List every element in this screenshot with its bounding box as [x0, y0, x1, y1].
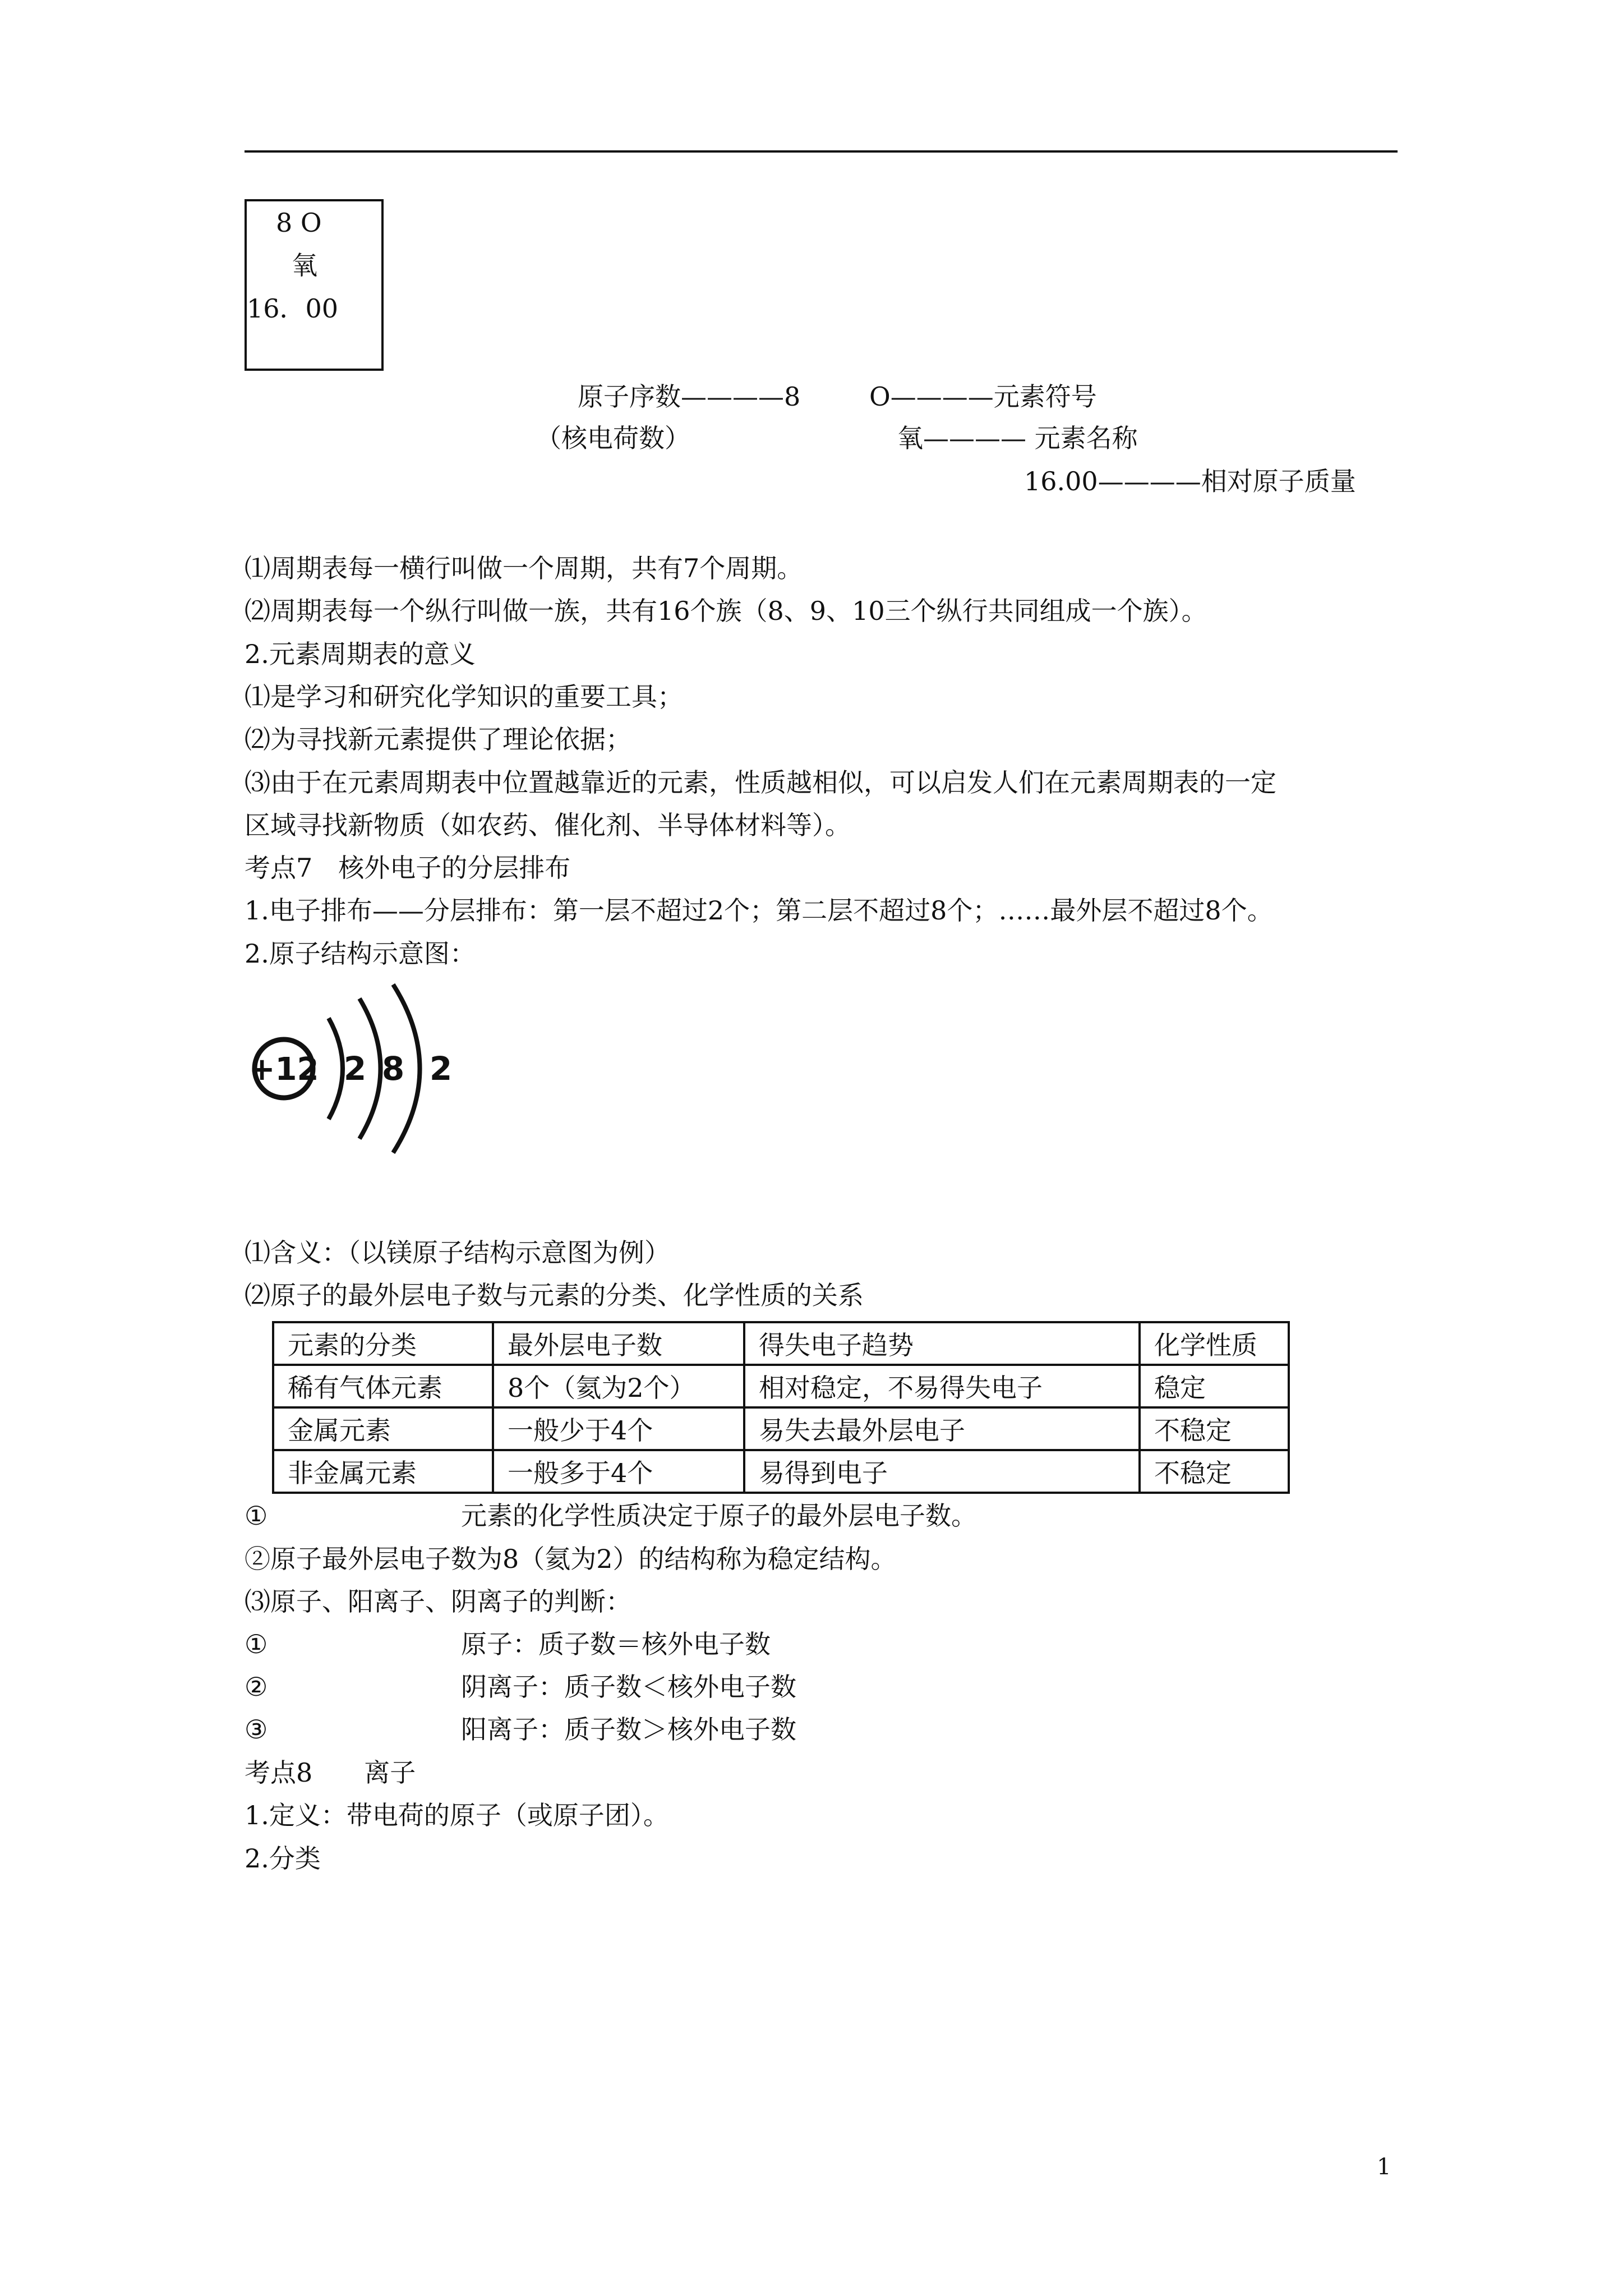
element-card-number-symbol: 8 O — [276, 208, 322, 238]
list-marker: ② — [245, 1672, 268, 1702]
nucleus-charge: +12 — [248, 1051, 319, 1088]
text-line: ⑵为寻找新元素提供了理论依据； — [245, 724, 631, 754]
table-row — [273, 1407, 1289, 1450]
element-classification-table — [272, 1321, 1290, 1494]
table-header-cell: 化学性质 — [1140, 1322, 1289, 1365]
text-line: 元素的化学性质决定于原子的最外层电子数。 — [461, 1501, 977, 1531]
table-cell: 相对稳定，不易得失电子 — [744, 1365, 1140, 1407]
text-line: ⑵周期表每一个纵行叫做一族，共有16个族（8、9、10三个纵行共同组成一个族）。 — [245, 596, 1207, 626]
text-line: 2.原子结构示意图： — [245, 938, 476, 969]
section-heading: 考点8 离子 — [245, 1757, 416, 1788]
table-cell: 稀有气体元素 — [273, 1365, 493, 1407]
text-line: ⑴周期表每一横行叫做一个周期，共有7个周期。 — [245, 553, 803, 583]
table-header-row — [273, 1322, 1289, 1365]
table-header-cell: 最外层电子数 — [493, 1322, 744, 1365]
list-marker: ③ — [245, 1714, 268, 1745]
table-cell: 易得到电子 — [744, 1450, 1140, 1493]
table-cell: 非金属元素 — [273, 1450, 493, 1493]
shell-2-electrons: 8 — [381, 1050, 405, 1088]
shell-1-electrons: 2 — [343, 1050, 367, 1088]
table-cell: 不稳定 — [1140, 1407, 1289, 1450]
table-row — [273, 1365, 1289, 1407]
section-heading: 考点7 核外电子的分层排布 — [245, 853, 571, 883]
element-card-name: 氧 — [292, 250, 317, 280]
text-line: 1.定义：带电荷的原子（或原子团）。 — [245, 1800, 669, 1830]
text-line: 2.分类 — [245, 1843, 321, 1874]
section-heading: 2.元素周期表的意义 — [245, 639, 476, 669]
legend-atomic-mass: 16.00————相对原子质量 — [1024, 466, 1356, 496]
header-rule — [245, 150, 1398, 153]
list-marker: ① — [245, 1629, 268, 1659]
text-line: ⑶由于在元素周期表中位置越靠近的元素，性质越相似，可以启发人们在元素周期表的一定 — [245, 767, 1276, 798]
table-cell: 易失去最外层电子 — [744, 1407, 1140, 1450]
table-cell: 一般少于4个 — [493, 1407, 744, 1450]
element-card-mass: 16．00 — [247, 293, 339, 324]
atom-structure-diagram — [245, 979, 469, 1164]
table-cell: 不稳定 — [1140, 1450, 1289, 1493]
legend-nuclear-charge: （核电荷数） — [536, 423, 690, 453]
text-line: ⑴是学习和研究化学知识的重要工具； — [245, 682, 683, 712]
table-cell: 稳定 — [1140, 1365, 1289, 1407]
text-line: 1.电子排布——分层排布：第一层不超过2个；第二层不超过8个；……最外层不超过8个。 — [245, 895, 1273, 926]
legend-element-name: 氧———— 元素名称 — [897, 423, 1138, 453]
text-line: ②原子最外层电子数为8（氦为2）的结构称为稳定结构。 — [245, 1544, 897, 1574]
legend-symbol: O————元素符号 — [869, 381, 1097, 412]
shell-3-electrons: 2 — [429, 1050, 453, 1088]
table-header-cell: 元素的分类 — [273, 1322, 493, 1365]
text-line: ⑶原子、阳离子、阴离子的判断： — [245, 1586, 631, 1617]
text-line: ⑵原子的最外层电子数与元素的分类、化学性质的关系 — [245, 1280, 864, 1310]
page-number: 1 — [1377, 2154, 1391, 2180]
table-header-cell: 得失电子趋势 — [744, 1322, 1140, 1365]
text-line: ⑴含义：（以镁原子结构示意图为例） — [245, 1237, 670, 1268]
text-line: 阴离子：质子数＜核外电子数 — [461, 1672, 796, 1702]
electron-shell-1 — [329, 1018, 343, 1119]
table-cell: 8个（氦为2个） — [493, 1365, 744, 1407]
table-row — [273, 1450, 1289, 1493]
legend-atomic-number: 原子序数————8 — [578, 381, 801, 412]
text-line: 区域寻找新物质（如农药、催化剂、半导体材料等）。 — [245, 810, 851, 840]
text-line: 原子：质子数＝核外电子数 — [461, 1629, 771, 1659]
table-cell: 金属元素 — [273, 1407, 493, 1450]
list-marker: ① — [245, 1501, 268, 1531]
text-line: 阳离子：质子数＞核外电子数 — [461, 1714, 796, 1745]
table-cell: 一般多于4个 — [493, 1450, 744, 1493]
